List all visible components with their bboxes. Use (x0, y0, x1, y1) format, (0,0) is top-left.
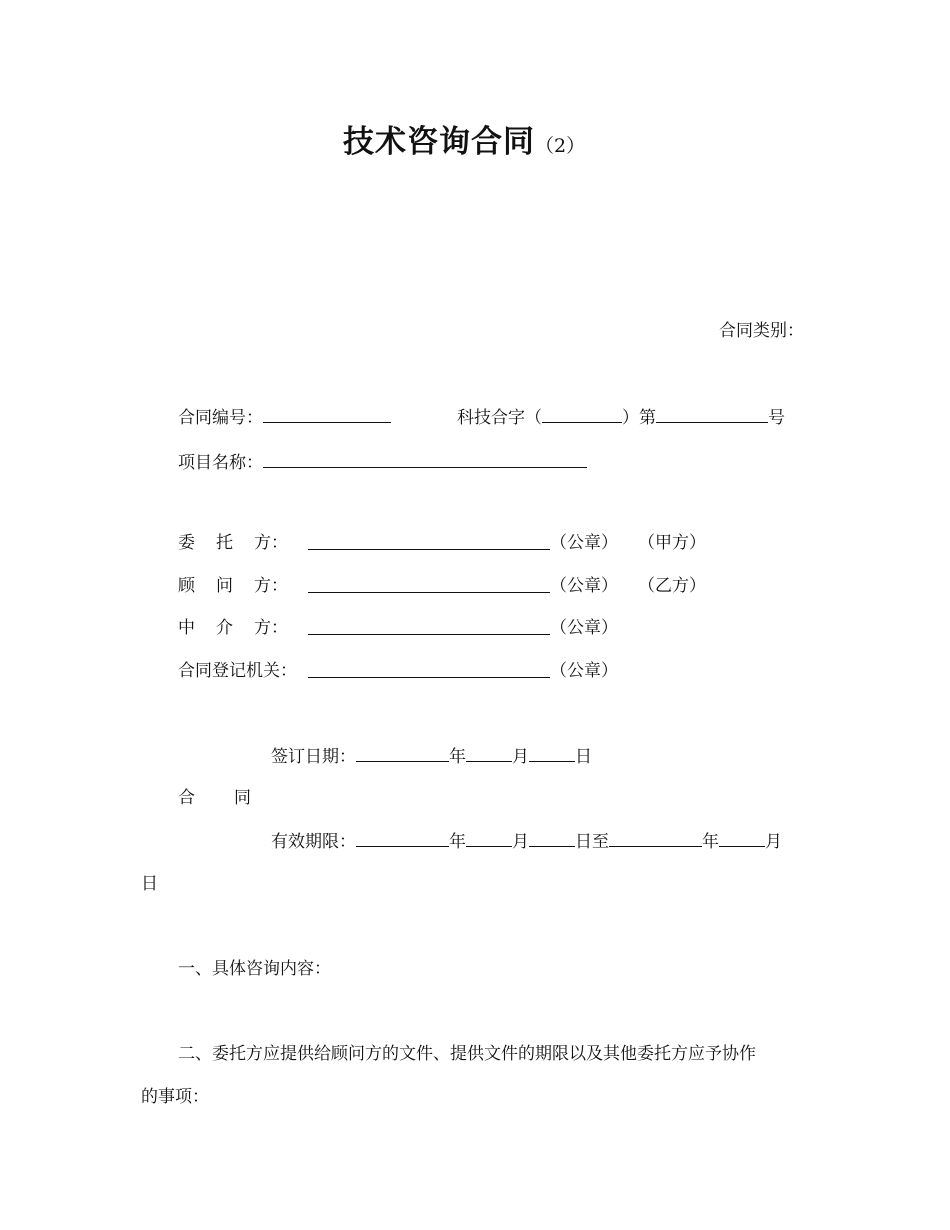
section-two-line2: 的事项： (141, 1087, 209, 1107)
party-label-char: 托 (216, 533, 233, 553)
party-seal: （公章） (550, 618, 618, 638)
sign-day-blank[interactable] (529, 744, 575, 762)
title-suffix: （2） (535, 135, 586, 157)
validity-start-month-blank[interactable] (466, 829, 512, 847)
tech-number-blank[interactable] (656, 405, 768, 423)
validity-row (271, 829, 782, 853)
validity-start-day-blank[interactable] (529, 829, 575, 847)
party-role: （甲方） (638, 533, 706, 553)
party-label-char: 委 (178, 533, 195, 553)
title-main: 技术咨询合同 (343, 124, 535, 160)
party-signature-blank[interactable] (308, 575, 550, 593)
project-name-row (178, 450, 587, 474)
tech-contract-number-row (457, 405, 785, 429)
registry-seal: （公章） (550, 661, 618, 681)
project-name-blank[interactable] (263, 450, 587, 468)
contract-type-label: 合同类别： (719, 321, 804, 341)
party-label-char: 方： (254, 576, 288, 596)
tech-prefix: 科技合字（ (457, 408, 542, 428)
party-seal: （公章） (550, 576, 618, 596)
tech-suffix: 号 (768, 408, 785, 428)
validity-end-day: 日 (141, 874, 158, 894)
party-label-char: 方： (254, 533, 288, 553)
contract-char: 同 (234, 788, 251, 808)
tech-code-blank[interactable] (542, 405, 622, 423)
document-title (343, 116, 585, 161)
sign-year-blank[interactable] (356, 744, 449, 762)
party-signature-blank[interactable] (308, 532, 550, 550)
sign-month-blank[interactable] (466, 744, 512, 762)
party-seal: （公章） (550, 533, 618, 553)
year-unit: 年 (702, 832, 719, 852)
validity-end-month-blank[interactable] (719, 829, 765, 847)
month-unit: 月 (512, 832, 529, 852)
validity-end-year-blank[interactable] (609, 829, 702, 847)
party-label-char: 中 (178, 618, 195, 638)
day-unit: 日 (575, 747, 592, 767)
registry-signature-blank[interactable] (308, 660, 550, 678)
sign-date-label: 签订日期： (271, 747, 356, 767)
party-label-char: 问 (216, 576, 233, 596)
party-role: （乙方） (638, 576, 706, 596)
month-unit: 月 (765, 832, 782, 852)
party-label-char: 介 (216, 618, 233, 638)
party-label-char: 顾 (178, 576, 195, 596)
party-signature-blank[interactable] (308, 617, 550, 635)
sign-date-row (271, 744, 592, 768)
tech-mid: ）第 (622, 408, 656, 428)
party-label-char: 方： (254, 618, 288, 638)
year-unit: 年 (449, 747, 466, 767)
contract-number-blank[interactable] (263, 405, 391, 423)
validity-start-year-blank[interactable] (356, 829, 449, 847)
contract-number-row (178, 405, 391, 429)
project-name-label: 项目名称： (178, 453, 263, 473)
day-to-unit: 日至 (575, 832, 609, 852)
section-two-line1: 二、委托方应提供给顾问方的文件、提供文件的期限以及其他委托方应予协作 (178, 1044, 756, 1064)
registry-label: 合同登记机关： (178, 661, 297, 681)
month-unit: 月 (512, 747, 529, 767)
validity-label: 有效期限： (271, 832, 356, 852)
section-one: 一、具体咨询内容： (178, 959, 331, 979)
contract-char: 合 (178, 788, 195, 808)
year-unit: 年 (449, 832, 466, 852)
contract-number-label: 合同编号： (178, 408, 263, 428)
